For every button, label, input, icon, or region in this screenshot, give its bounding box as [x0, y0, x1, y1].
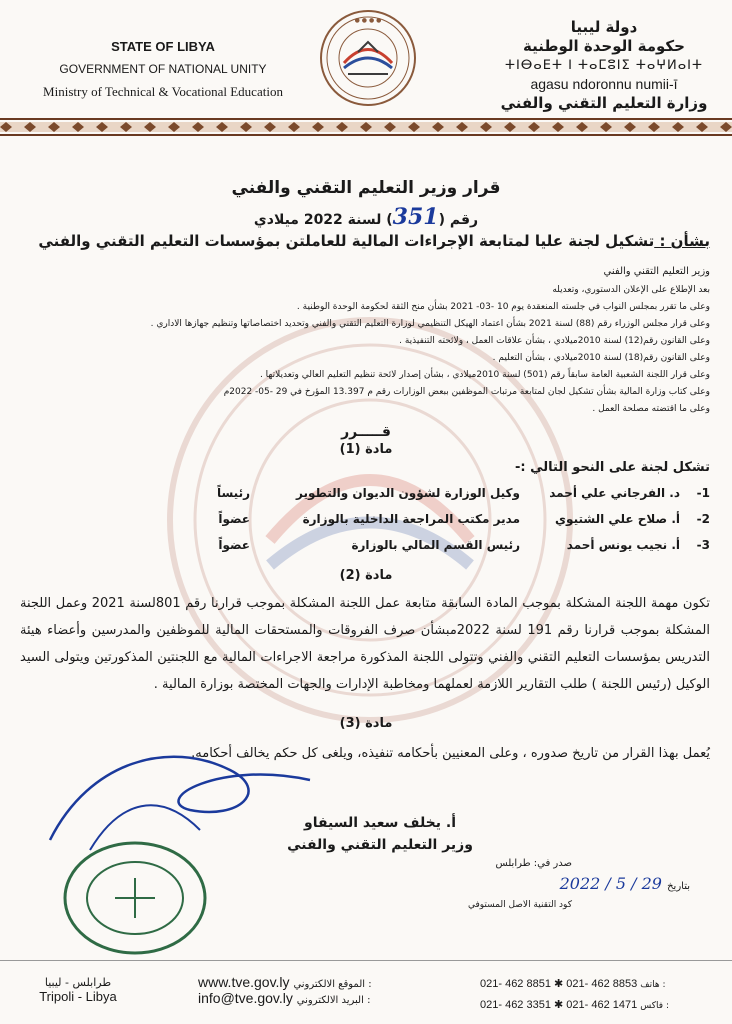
footer-web — [198, 974, 428, 1006]
footer-city-en: Tripoli - Libya — [39, 989, 117, 1004]
email-link[interactable]: info@tve.gov.ly — [198, 990, 293, 1006]
article-3-text: يُعمل بهذا القرار من تاريخ صدوره ، وعلى المعنيين بأحكامه تنفيذه، ويلغى كل حكم يخالف أحكامه. — [191, 746, 710, 761]
article-2-heading: مادة (2) — [339, 568, 393, 583]
ministry-name-ar: وزارة التعليم التقني والفني — [500, 94, 708, 112]
preamble-line: وعلى قرار اللجنة الشعبية العامة سابقاً رقم (501) لسنة 2010ميلادي ، بشأن إصدار لائحة تنظيم التعليم العالي وتعديلاتها . — [259, 370, 710, 380]
member-name: أ. صلاح علي الشتيوي — [555, 512, 680, 526]
member-name: أ. نجيب يونس أحمد — [566, 538, 680, 552]
preamble-line: بعد الإطلاع على الإعلان الدستوري، وتعديله — [552, 285, 710, 295]
article-3-heading: مادة (3) — [339, 716, 393, 731]
issued-date-handwritten: 29 / 5 / 2022 — [559, 874, 662, 893]
svg-text:● ● ● ●: ● ● ● ● — [354, 17, 382, 24]
signature-block — [280, 812, 480, 856]
preamble-list — [70, 282, 710, 418]
preamble-line: وعلى ما تقرر بمجلس النواب في جلسته المنعقدة يوم 10 -03- 2021 بشأن منح الثقة لحكومة الوحدة الوطنية . — [296, 302, 710, 312]
preamble-line: وعلى ما اقتضته مصلحة العمل . — [592, 404, 710, 414]
government-name: GOVERNMENT OF NATIONAL UNITY — [59, 62, 267, 76]
member-position: مدير مكتب المراجعة الداخلية بالوزارة — [302, 512, 520, 526]
fax-label: فاكس : — [640, 1001, 670, 1011]
government-name-ar: حكومة الوحدة الوطنية — [523, 37, 685, 55]
member-position: رئيس القسم المالي بالوزارة — [351, 538, 520, 552]
website-link[interactable]: www.tve.gov.ly — [198, 974, 290, 990]
member-position: وكيل الوزارة لشؤون الديوان والتطوير — [296, 486, 520, 500]
members-table — [40, 486, 710, 564]
member-name: د. الفرجاني علي أحمد — [549, 486, 680, 500]
government-name-tifinagh: ⵜⵏⴱⴰⴹⵜ ⵏ ⵜⴰⵎⵓⵏⵉ ⵜⴰⵖⵍⴰⵏⵜ — [504, 58, 703, 73]
article-1-intro: تشكل لجنة على النحو التالي :- — [515, 460, 710, 475]
website-label: الموقع الالكتروني : — [293, 979, 372, 990]
signatory-name: أ. يخلف سعيد السيفاو — [304, 815, 456, 831]
fax-numbers: 021- 462 3351 ✱ 021- 462 1471 — [480, 999, 638, 1011]
state-name-ar: دولة ليبيا — [570, 18, 638, 36]
header-arabic — [494, 18, 714, 113]
article-1-heading: مادة (1) — [339, 442, 393, 457]
phone-label: هاتف : — [640, 980, 666, 990]
preamble-line: وعلى القانون رقم(18) لسنة 2010ميلادي ، بشأن التعليم . — [492, 353, 710, 363]
preamble-minister: وزير التعليم التقني والفني — [603, 266, 710, 277]
official-stamp — [60, 838, 210, 958]
preamble-line: وعلى قرار مجلس الوزراء رقم (88) لسنة 2021 بشأن اعتماد الهيكل التنظيمي لوزارة التعليم التقني والفني وتحديد اختصاصاتها وتنظيم جهازها الاداري . — [150, 319, 710, 329]
member-num: 1- — [696, 486, 710, 500]
member-row — [40, 486, 710, 512]
signatory-title: وزير التعليم التقني والفني — [287, 837, 473, 853]
decision-number-prefix: رقم ( — [438, 212, 479, 228]
member-row — [40, 512, 710, 538]
header-english — [18, 36, 308, 104]
preamble-line: وعلى كتاب وزارة المالية بشأن تشكيل لجان لمتابعة مرتبات الموظفين ببعض الوزارات رقم م 13.397 المؤرخ في 29 -05- 2022م — [223, 387, 710, 397]
government-emblem — [318, 8, 418, 108]
footer-city-ar: طرابلس - ليبيا — [44, 976, 112, 989]
footer — [0, 960, 732, 1024]
issued-date-row — [530, 874, 690, 893]
member-role: رئيساً — [216, 486, 250, 500]
footer-city — [18, 976, 138, 1004]
issued-place: صدر في: طرابلس — [495, 858, 572, 869]
member-row — [40, 538, 710, 564]
decision-number-handwritten: 351 — [392, 204, 439, 230]
decision-title: قرار وزير التعليم التقني والفني — [231, 178, 501, 198]
subject-text: تشكيل لجنة عليا لمتابعة الإجراءات المالية للعاملتن بمؤسسات التعليم التقني والفني — [38, 232, 655, 250]
decides-heading: قـــــرر — [341, 424, 391, 440]
decision-number-suffix: ) لسنة 2022 ميلادي — [253, 212, 393, 228]
preamble-line: وعلى القانون رقم(12) لسنة 2010ميلادي ، بشأن علاقات العمل ، ولائحته التنفيذية . — [399, 336, 710, 346]
subject-label: بشأن : — [654, 232, 710, 250]
state-name: STATE OF LIBYA — [111, 39, 215, 54]
phone-numbers: 021- 462 8851 ✱ 021- 462 8853 — [480, 978, 638, 990]
ministry-name-latin-amazigh: agasu ndoronnu numii-ī — [530, 76, 678, 92]
member-role: عضواً — [218, 538, 250, 552]
member-num: 3- — [696, 538, 710, 552]
ministry-name: Ministry of Technical & Vocational Education — [43, 84, 283, 99]
decision-subject — [20, 232, 710, 250]
issued-date-label: بتاريخ — [667, 881, 690, 892]
article-2-text: تكون مهمة اللجنة المشكلة بموجب المادة السابقة متابعة عمل اللجنة المشكلة بموجب قرارنا رقم 801لسنة 2021 وعمل اللجنة المشكلة بموجب قرارنا رقم 191 لسنة 2022مبشأن صرف الفروقات والمستحقات المالية للموظفين والمدرسين وأعضاء هيئة التدريس بمؤسسات التعليم التقني والفني وتتولى اللجنة المذكورة مراجعة الاجراءات المالية مع اللجنتين المذكورتين ويتولى السيد الوكيل (رئيس اللجنة ) طلب التقارير اللازمة لعملهما ومخاطبة الإدارات والجهات المختصة بوزارة المالية . — [20, 596, 710, 692]
member-role: عضواً — [218, 512, 250, 526]
footer-contact — [480, 974, 720, 1016]
decision-number — [0, 204, 732, 230]
header-border-band — [0, 118, 732, 136]
issued-code: كود التقنية الاصل المستوفي — [467, 900, 572, 910]
email-label: البريد الالكتروني : — [296, 995, 371, 1006]
member-num: 2- — [696, 512, 710, 526]
